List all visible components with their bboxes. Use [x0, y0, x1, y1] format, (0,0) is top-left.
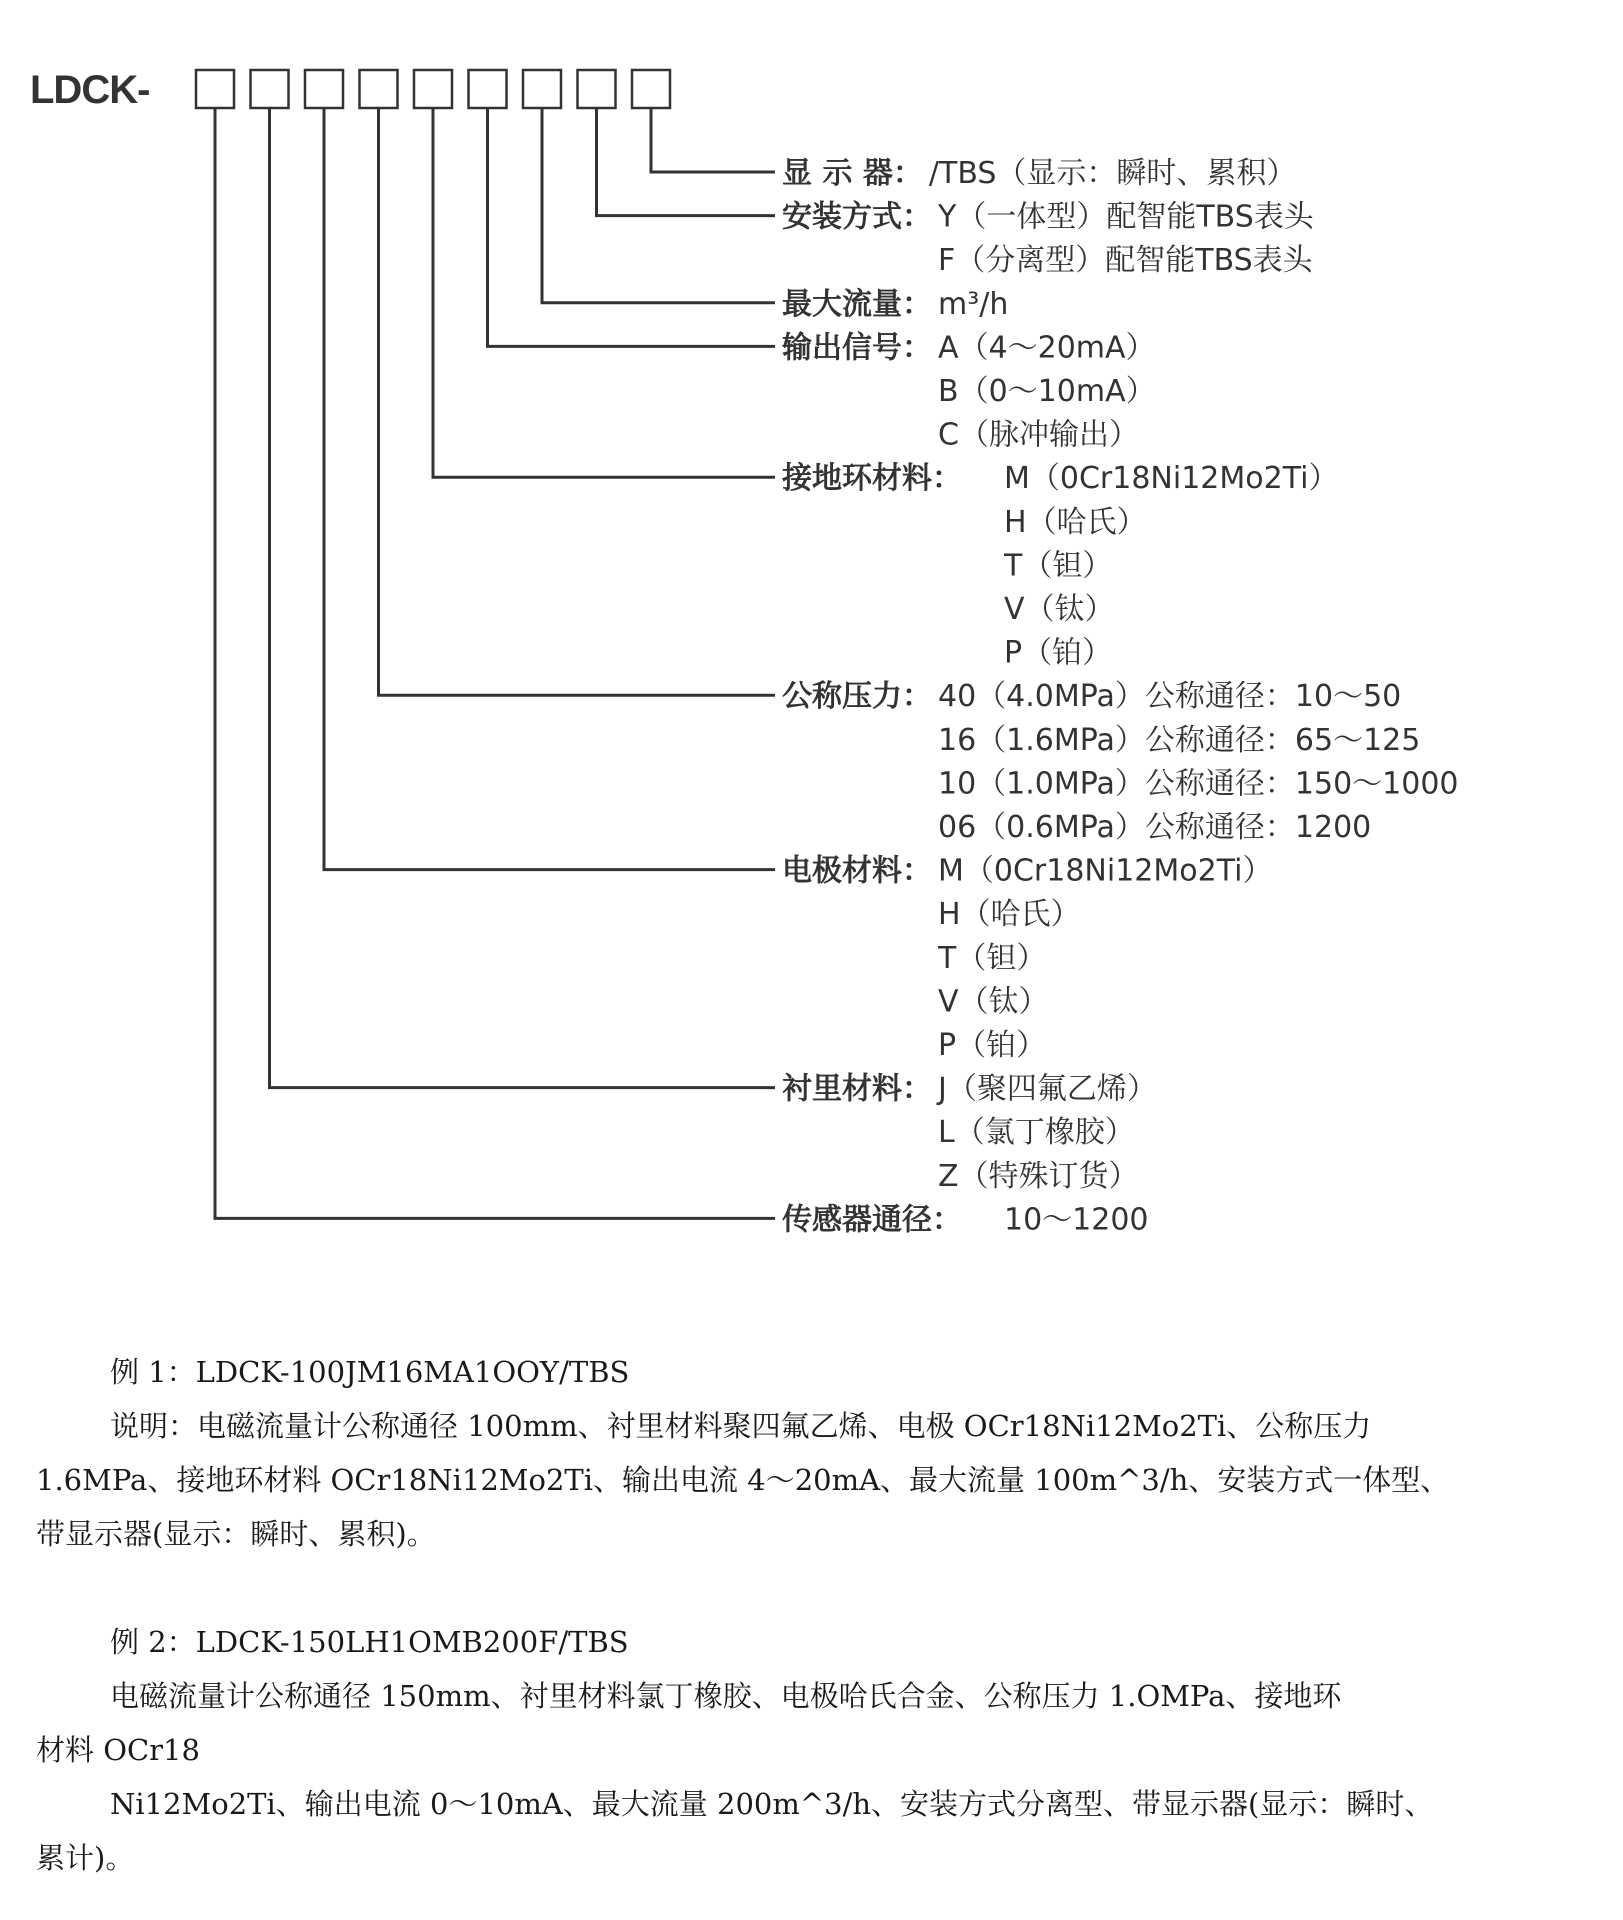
- examples-section: [36, 1345, 1586, 1885]
- example-2-title: 例 2：LDCK-150LH1OMB200F/TBS: [110, 1625, 629, 1659]
- leader-line: [651, 108, 775, 172]
- option-value: V（钛）: [1004, 592, 1115, 627]
- option-value: 10～1200: [1004, 1202, 1149, 1238]
- row-labels: [781, 156, 1459, 1237]
- row-label: 安装方式：: [782, 199, 932, 235]
- option-value: 16（1.6MPa）公称通径：65～125: [938, 722, 1421, 758]
- leader-line: [324, 108, 775, 870]
- example-1-line: 说明：电磁流量计公称通径 100mm、衬里材料聚四氟乙烯、电极 OCr18Ni12Mo2Ti、公称压力: [110, 1409, 1372, 1443]
- code-box: [251, 70, 289, 108]
- row-label: 最大流量：: [782, 286, 932, 322]
- row-label: 公称压力：: [782, 679, 932, 715]
- option-value: A（4～20mA）: [938, 330, 1156, 366]
- example-2-line: Ni12Mo2Ti、输出电流 0～10mA、最大流量 200m^3/h、安装方式分离型、带显示器(显示：瞬时、: [110, 1787, 1434, 1821]
- option-value: Y（一体型）配智能TBS表头: [938, 199, 1314, 235]
- leader-line: [270, 108, 776, 1088]
- row-label: 传感器通径：: [782, 1202, 962, 1238]
- leader-line: [542, 108, 775, 303]
- row-label: 显 示 器：: [782, 156, 923, 191]
- code-box: [469, 70, 507, 108]
- example-1-title: 例 1：LDCK-100JM16MA1OOY/TBS: [110, 1355, 630, 1389]
- option-value: P（铂）: [1004, 635, 1113, 671]
- option-value: F（分离型）配智能TBS表头: [938, 243, 1313, 279]
- row-label: 接地环材料：: [782, 461, 962, 497]
- option-value: /TBS（显示：瞬时、累积）: [928, 156, 1297, 191]
- option-value: V（钛）: [938, 984, 1049, 1020]
- option-value: T（钽）: [938, 940, 1047, 976]
- option-value: 10（1.0MPa）公称通径：150～1000: [938, 766, 1459, 802]
- option-value: m³/h: [938, 286, 1009, 322]
- leader-line: [215, 108, 775, 1218]
- option-value: L（氯丁橡胶）: [938, 1115, 1135, 1151]
- leader-line: [488, 108, 776, 346]
- row-label: 输出信号：: [782, 330, 932, 366]
- leader-line: [433, 108, 775, 477]
- option-value: M（0Cr18Ni12Mo2Ti）: [938, 853, 1273, 889]
- option-value: M（0Cr18Ni12Mo2Ti）: [1004, 461, 1339, 497]
- option-value: Z（特殊订货）: [938, 1158, 1139, 1194]
- code-box: [196, 70, 234, 108]
- code-box: [360, 70, 398, 108]
- option-value: J（聚四氟乙烯）: [938, 1071, 1157, 1107]
- code-box: [305, 70, 343, 108]
- row-label: 衬里材料：: [782, 1071, 932, 1107]
- code-box: [414, 70, 452, 108]
- row-label: 电极材料：: [782, 853, 932, 889]
- option-value: P（铂）: [938, 1028, 1047, 1063]
- code-box: [632, 70, 670, 108]
- example-1-line: 1.6MPa、接地环材料 OCr18Ni12Mo2Ti、输出电流 4～20mA、最大流量 100m^3/h、安装方式一体型、: [36, 1463, 1450, 1497]
- spacer: [36, 1561, 1586, 1615]
- option-value: 06（0.6MPa）公称通径：1200: [938, 810, 1372, 845]
- option-value: H（哈氏）: [1004, 504, 1147, 540]
- example-1-line: 带显示器(显示：瞬时、累积)。: [36, 1517, 436, 1551]
- option-value: H（哈氏）: [938, 897, 1081, 933]
- option-value: C（脉冲输出）: [938, 417, 1139, 453]
- model-prefix: LDCK-: [30, 68, 150, 112]
- option-value: B（0～10mA）: [938, 374, 1156, 409]
- code-box: [523, 70, 561, 108]
- option-value: 40（4.0MPa）公称通径：10～50: [938, 679, 1402, 715]
- leader-lines: [215, 108, 775, 1218]
- code-boxes: [196, 70, 670, 108]
- example-2-line: 累计)。: [36, 1841, 135, 1875]
- leader-line: [597, 108, 776, 216]
- code-box: [578, 70, 616, 108]
- leader-line: [379, 108, 776, 695]
- example-2-line: 电磁流量计公称通径 150mm、衬里材料氯丁橡胶、电极哈氏合金、公称压力 1.OMPa、接地环: [110, 1679, 1342, 1713]
- option-value: T（钽）: [1004, 548, 1113, 584]
- example-2-line: 材料 OCr18: [36, 1733, 200, 1767]
